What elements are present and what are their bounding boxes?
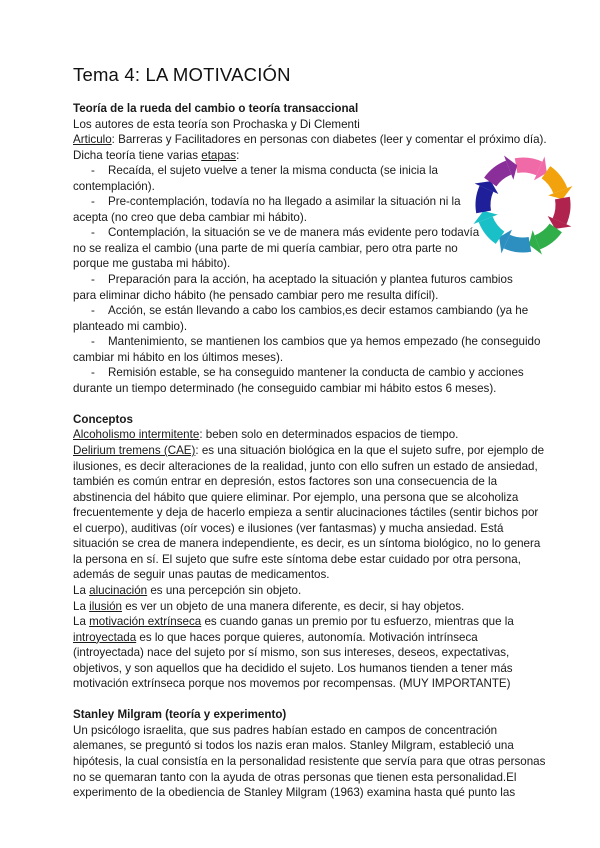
text-line	[73, 474, 543, 490]
text-line	[73, 630, 543, 646]
text-span: Pre-contemplación, todavía no ha llegado a asimilar la situación ni la	[108, 195, 461, 209]
text-line	[73, 117, 543, 133]
underlined-term: ilusión	[89, 599, 122, 613]
wheel-arrow-segment	[560, 198, 563, 221]
text-line	[73, 521, 543, 537]
wheel-arrow-segment	[483, 189, 486, 212]
underlined-term: Alcoholismo intermitente	[73, 428, 200, 442]
text-span: acepta (no creo que deba cambiar mi hábito).	[73, 210, 307, 224]
text-line	[73, 288, 543, 304]
text-span: ilusiones, es decir alteraciones de la realidad, junto con ello sufren un estado de ansiedad,	[73, 459, 538, 473]
underlined-term: Articulo	[73, 133, 112, 147]
text-line	[73, 661, 543, 677]
text-span: Los autores de esta teoría son Prochaska y Di Clementi	[73, 117, 360, 131]
text-span: es cuando ganas un premio por tu esfuerzo, mientras que la	[201, 615, 514, 629]
change-wheel-diagram	[468, 150, 578, 260]
text-line	[73, 303, 543, 319]
text-span: situación se crea de manera independiente, es decir, es un síntoma biológico, no lo genera	[73, 537, 541, 551]
text-span: Stanley Milgram (teoría y experimento)	[73, 708, 287, 722]
text-span: objetivos, y son aquellos que ha decidido el sujeto. Los humanos tienden a tener más	[73, 661, 513, 675]
text-span: el cuerpo), auditivas (oír voces) e ilusiones (ver fantasmas) y mucha ansiedad. Está	[73, 521, 504, 535]
text-span: Teoría de la rueda del cambio o teoría transaccional	[73, 102, 359, 115]
text-span: Recaída, el sujeto vuelve a tener la misma conducta (se inicia la	[108, 164, 438, 178]
text-span: es lo que haces porque quieres, autonomía. Motivación intrínseca	[136, 630, 478, 644]
bullet-dash: -	[91, 335, 95, 349]
text-line	[73, 614, 543, 630]
text-line	[73, 490, 543, 506]
text-line	[73, 552, 543, 568]
text-span: Acción, se están llevando a cabo los cambios,es decir estamos cambiando (ya he	[108, 304, 529, 318]
text-span: Mantenimiento, se mantienen los cambios que ya hemos empezado (he conseguido	[108, 335, 541, 349]
text-line	[73, 770, 543, 786]
text-span: Dicha teoría tiene varias	[73, 148, 202, 162]
underlined-term: introyectada	[73, 630, 137, 644]
text-span: experimento de la obediencia de Stanley Milgram (1963) examina hasta qué punto las	[73, 786, 516, 800]
text-span: : es una situación biológica en la que el sujeto sufre, por ejemplo de	[195, 444, 545, 458]
text-line	[73, 505, 543, 521]
underlined-term: etapas	[201, 148, 237, 162]
text-span: La	[73, 599, 90, 613]
underlined-term: alucinación	[89, 583, 148, 597]
section-heading	[73, 101, 543, 117]
text-span: Contemplación, la situación se ve de manera más evidente pero todavía	[108, 226, 480, 240]
wheel-arrow-segment	[486, 219, 500, 237]
bullet-dash: -	[91, 164, 95, 178]
bullet-dash: -	[91, 304, 95, 318]
text-line	[73, 334, 543, 350]
text-line	[73, 583, 543, 599]
text-span: Remisión estable, se ha conseguido mantener la conducta de cambio y acciones	[108, 366, 524, 380]
wheel-arrow-segment	[546, 172, 560, 190]
text-span: : beben solo en determinados espacios de tiempo.	[199, 428, 459, 442]
text-span: para eliminar dicho hábito (he pensado cambiar pero me resulta difícil).	[73, 288, 439, 302]
page-title: Tema 4: LA MOTIVACIÓN	[73, 64, 291, 85]
underlined-term: Delirium tremens (CAE)	[73, 444, 196, 458]
text-span: es una percepción sin objeto.	[147, 583, 302, 597]
text-line	[73, 396, 543, 412]
text-line	[73, 365, 543, 381]
text-span: La	[73, 615, 90, 629]
underlined-term: motivación extrínseca	[89, 615, 202, 629]
text-span: la persona en sí. El sujeto que sufre este síntoma debe estar cuidado por otra persona,	[73, 552, 521, 566]
bullet-dash: -	[91, 195, 95, 209]
section-heading	[73, 707, 543, 723]
text-line	[73, 350, 543, 366]
text-span: porque me gustaba mi hábito).	[73, 257, 231, 271]
text-span: motivación extrínseca porque nos movemos por recompensas. (MUY IMPORTANTE)	[73, 677, 511, 691]
text-line	[73, 272, 543, 288]
text-span: no se quemaran tanto con la ayuda de otras personas que tienen esta personalidad.El	[73, 770, 517, 784]
text-span: durante un tiempo determinado (he conseguido cambiar mi hábito estos 6 meses).	[73, 381, 497, 395]
text-line	[73, 567, 543, 583]
text-line	[73, 599, 543, 615]
text-span: cambiar mi hábito en los últimos meses).	[73, 350, 284, 364]
section-heading	[73, 412, 543, 428]
text-span: no se realiza el cambio (una parte de mi quería cambiar, pero otra parte no	[73, 241, 458, 255]
text-line	[73, 132, 547, 148]
text-line	[73, 723, 543, 739]
bullet-dash: -	[91, 366, 95, 380]
bullet-dash: -	[91, 226, 95, 240]
text-span: :	[236, 148, 240, 162]
text-span: hipótesis, la cual consistía en la personalidad resistente que servía para que otras personas	[73, 754, 546, 768]
text-span: abstinencia del hábito que quiere eliminar. Por ejemplo, una persona que se alcoholiza	[73, 490, 519, 504]
text-span: contemplación).	[73, 179, 155, 193]
text-line	[73, 381, 543, 397]
text-line	[73, 443, 543, 459]
text-line	[73, 676, 543, 692]
text-span: : Barreras y Facilitadores en personas con diabetes (leer y comentar el próximo día).	[111, 133, 547, 147]
wheel-arrow-segment	[507, 242, 530, 245]
text-line	[73, 785, 543, 801]
text-line	[73, 536, 543, 552]
text-span: La	[73, 583, 90, 597]
text-span: alemanes, se preguntó si todos los nazis eran malos. Stanley Milgram, estableció una	[73, 739, 514, 753]
text-span: además de seguir unas pautas de medicamentos.	[73, 568, 330, 582]
text-line	[73, 459, 543, 475]
text-line	[73, 738, 543, 754]
bullet-dash: -	[91, 273, 95, 287]
text-span: Un psicólogo israelita, que sus padres habían estado en campos de concentración	[73, 723, 498, 737]
text-span: planteado mi cambio).	[73, 319, 188, 333]
text-span: (introyectada) nace del sujeto por sí mismo, son sus intereses, deseos, expectativas,	[73, 646, 510, 660]
text-line	[73, 754, 546, 770]
wheel-arrow-segment	[490, 168, 508, 182]
text-span: frecuentemente y deja de hacerlo empieza a sentir alucinaciones táctiles (sentir bichos por	[73, 506, 539, 520]
text-line	[73, 319, 543, 335]
text-span: es ver un objeto de una manera diferente, es decir, si hay objetos.	[122, 599, 465, 613]
wheel-arrow-segment	[537, 228, 555, 242]
text-span: Conceptos	[73, 412, 133, 426]
text-span: Preparación para la acción, ha aceptado la situación y plantea futuros cambios	[108, 273, 513, 287]
text-span: también es común entrar en depresión, estos factores son una consecuencia de la	[73, 475, 498, 489]
text-line	[73, 645, 543, 661]
text-line	[73, 427, 543, 443]
text-line	[73, 692, 543, 708]
wheel-arrow-segment	[516, 165, 539, 168]
